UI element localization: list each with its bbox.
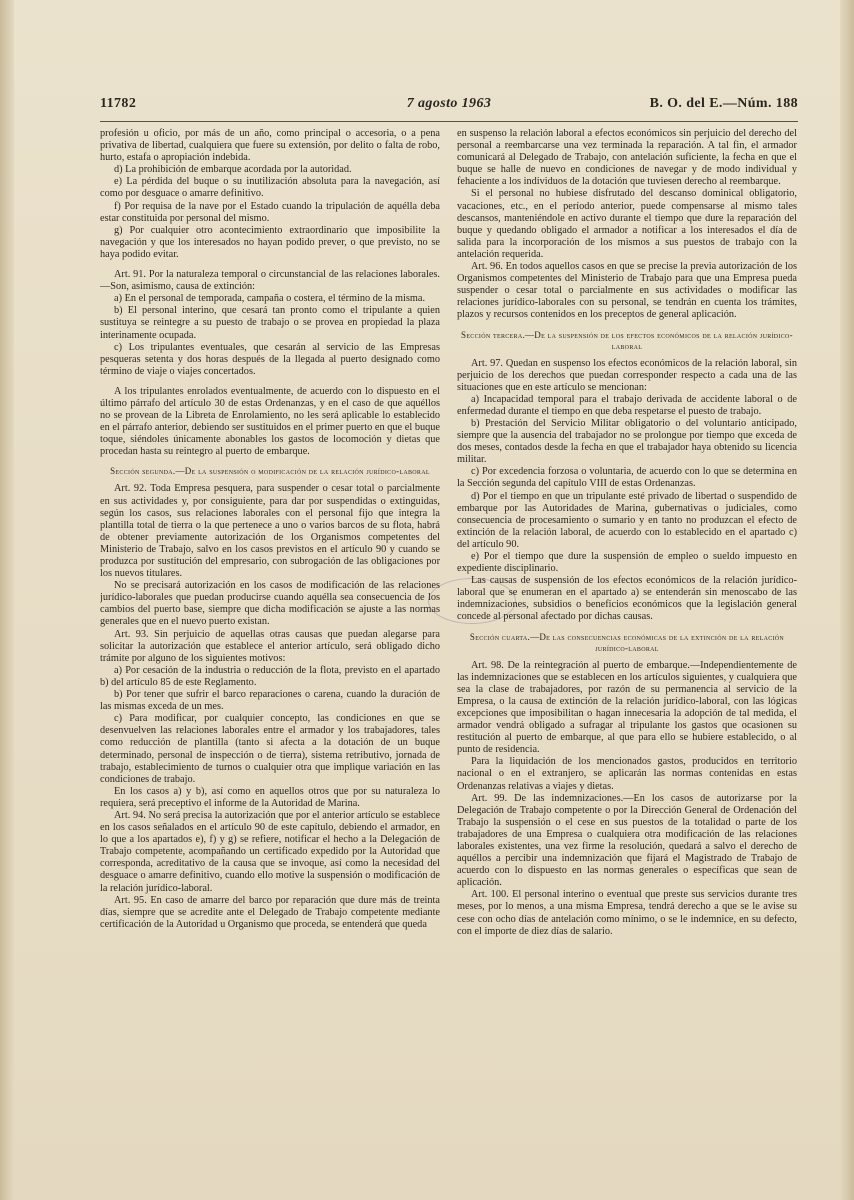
paragraph: a) Incapacidad temporal para el trabajo derivada de accidente laboral o de enfermedad durante el tiempo en que deba respetarse el puesto de trabajo. bbox=[457, 393, 797, 417]
paragraph: No se precisará autorización en los casos de modificación de las relaciones jurídico-laborales que puedan producirse cuando aquélla sea consecuencia de los cambios del puerto base, siempre que dicha modificación se ajuste a las normas generales que en el nuevo puerto existan. bbox=[100, 580, 440, 628]
article-95: Art. 95. En caso de amarre del barco por reparación que dure más de treinta días, siempre que se acredite ante el Delegado de Trabajo competente mediante certificación de la Autoridad u Organismo que proceda, se entenderá que queda bbox=[100, 894, 440, 930]
column-right bbox=[457, 128, 797, 1188]
section-heading-text: Sección cuarta.—De las consecuencias económicas de la extinción de la relación jurídico-laboral bbox=[469, 631, 785, 653]
paragraph: e) La pérdida del buque o su inutilización absoluta para la navegación, así como por desguace o amarre definitivo. bbox=[100, 176, 440, 200]
paragraph: b) Por tener que sufrir el barco reparaciones o carena, cuando la duración de las mismas exceda de un mes. bbox=[100, 689, 440, 713]
article-100: Art. 100. El personal interino o eventual que preste sus servicios durante tres meses, por lo menos, a una misma Empresa, tendrá derecho a que se le avise su cese con ocho días de antelación como mínimo, o se le indemnice, en su defecto, con el importe de diez días de salario. bbox=[457, 889, 797, 937]
paragraph: A los tripulantes enrolados eventualmente, de acuerdo con lo dispuesto en el último párrafo del artículo 30 de estas Ordenanzas, y en el caso de que aquéllos no se provean de la Libreta de Enrolamiento, no les será aplicable lo establecido en el párrafo anterior, debiendo ser sustituidos en el primer puerto en que el buque toque, siéndoles únicamente abonables los gastos de locomoción y dietas que procedan hasta su reintegro al puerto de embarque. bbox=[100, 385, 440, 458]
paragraph: c) Para modificar, por cualquier concepto, las condiciones en que se desenvuelven las relaciones laborales entre el armador y los trabajadores, tales como reducción de plantilla (tanto si afecta a la dotación de un buque determinado, personal de inspección o de tierra), sistema retributivo, jornada de trabajo, establecimiento de turnos o cualquier otra que implique variación en las condiciones de trabajo. bbox=[100, 713, 440, 785]
section-heading-text: Sección segunda.—De la suspensión o modificación de la relación jurídico-laboral bbox=[110, 466, 430, 477]
article-96: Art. 96. En todos aquellos casos en que se precise la previa autorización de los Organismos competentes del Ministerio de Trabajo para que una Empresa pueda suspender o cesar total o parcialmente en sus actividades o modificar las relaciones jurídico-laborales con su personal, se tendrán en cuenta los trámites, plazos y recursos contenidos en los preceptos de general aplicación. bbox=[457, 261, 797, 321]
section-heading bbox=[457, 330, 797, 352]
paragraph: e) Por el tiempo que dure la suspensión de empleo o sueldo impuesto en expediente disciplinario. bbox=[457, 551, 797, 575]
paragraph: c) Por excedencia forzosa o voluntaria, de acuerdo con lo que se determina en la Sección segunda del capítulo VIII de estas Ordenanzas. bbox=[457, 466, 797, 490]
paragraph: En los casos a) y b), así como en aquellos otros que por su naturaleza lo requiera, será preceptivo el informe de la Autoridad de Marina. bbox=[100, 785, 440, 809]
journal-issue: B. O. del E.—Núm. 188 bbox=[649, 96, 798, 111]
article-93: Art. 93. Sin perjuicio de aquellas otras causas que puedan alegarse para solicitar la autorización que establece el anterior artículo, será obligado dicho trámite por alguno de los siguientes motivos: bbox=[100, 628, 440, 664]
paragraph: g) Por cualquier otro acontecimiento extraordinario que imposibilite la navegación y que los interesados no hayan podido prever, o que previsto, no se haya podido evitar. bbox=[100, 224, 440, 260]
section-heading-text: Sección tercera.—De la suspensión de los efectos económicos de la relación jurídico-laboral bbox=[461, 329, 793, 351]
article-91: Art. 91. Por la naturaleza temporal o circunstancial de las relaciones laborales.—Son, asimismo, causa de extinción: bbox=[100, 269, 440, 293]
article-99: Art. 99. De las indemnizaciones.—En los casos de autorizarse por la Delegación de Trabajo competente o por la Dirección General de Ordenación del Trabajo la suspensión o el cese en sus puestos de la totalidad o parte de los trabajadores de una Empresa o cualquiera otra modificación de las relaciones laborales existentes, una vez firme la resolución, quedará a salvo el derecho de aquéllos a percibir una indemnización que fijará el Magistrado de Trabajo de acuerdo con lo dispuesto en las normas generales o específicas que sean de aplicación. bbox=[457, 792, 797, 889]
article-94: Art. 94. No será precisa la autorización que por el anterior artículo se establece en los casos señalados en el artículo 90 de este capítulo, debiendo el armador, en lo que a los apartados e), f) y g) se refiere, notificar el hecho a la Delegación de Trabajo competente, acompañando un certificado expedido por la Autoridad que corresponda, acreditativo de la causa que se invoque, así como la necesidad del desguace o amarre definitivo, cuando ello motive la suspensión o modificación de la relación jurídico-laboral. bbox=[100, 809, 440, 894]
header-rule bbox=[100, 121, 798, 122]
page-edge-right bbox=[840, 0, 854, 1200]
paragraph: Si el personal no hubiese disfrutado del descanso dominical obligatorio, vacaciones, etc., en el período anterior, puede compensarse al mismo tales descansos, manteniéndole en activo durante el tiempo que dure la reparación del buque y quedando obligado el armador a notificar a los interesados el día de salida para la incorporación de los mismos a sus puestos de trabajo con la antelación requerida. bbox=[457, 188, 797, 260]
paragraph: profesión u oficio, por más de un año, como principal o accesoria, o a pena privativa de libertad, cualquiera que fuere su extensión, por delito o falta de robo, hurto, estafa o apropiación indebida. bbox=[100, 128, 440, 164]
page-number: 11782 bbox=[100, 96, 137, 111]
column-left bbox=[100, 128, 440, 1188]
paragraph: d) La prohibición de embarque acordada por la autoridad. bbox=[114, 164, 352, 176]
paragraph: d) Por el tiempo en que un tripulante esté privado de libertad o suspendido de embarque por las Autoridades de Marina, gubernativas o judiciales, como consecuencia de procesamiento o sumario y en tanto no produzcan el efecto de extinción de la relación laboral, de acuerdo con lo establecido en el apartado c) del artículo 90. bbox=[457, 490, 797, 550]
article-92: Art. 92. Toda Empresa pesquera, para suspender o cesar total o parcialmente en sus actividades y, por consiguiente, para dar por suspendidas o extinguidas, según los casos, sus relaciones laborales con el personal fijo que integra la plantilla total de tierra o la que pertenece a uno o varios barcos de su flota, habrá de obtener previamente autorización de los Organismos competentes del Ministerio de Trabajo, salvo en los casos previstos en el artículo 90 y cuando se produzca por sustitución del empresario, con subrogación de las obligaciones por los nuevos titulares. bbox=[100, 483, 440, 580]
page-header bbox=[100, 96, 798, 118]
paragraph: Para la liquidación de los mencionados gastos, producidos en territorio nacional o en el extranjero, se aplicarán las normas contenidas en estas Ordenanzas relativas a viajes y dietas. bbox=[457, 756, 797, 792]
paragraph: a) Por cesación de la industria o reducción de la flota, previsto en el apartado b) del artículo 85 de este Reglamento. bbox=[100, 664, 440, 688]
issue-date: 7 agosto 1963 bbox=[406, 96, 492, 111]
paragraph: c) Los tripulantes eventuales, que cesarán al servicio de las Empresas pesqueras setenta y dos horas después de la llegada al puerto designado como término de viaje o viajes concertados. bbox=[100, 341, 440, 377]
paragraph: a) En el personal de temporada, campaña o costera, el término de la misma. bbox=[114, 293, 426, 305]
article-98: Art. 98. De la reintegración al puerto de embarque.—Independientemente de las indemnizaciones que se establecen en los artículos siguientes, y cualquiera que sea la clase de trabajadores, por razón de su permanencia al servicio de la Empresa, o la causa de extinción de la relación jurídico-laboral, con las lógicas excepciones que imposibilitan o hagan innecesaria la adopción de tal medida, el armador vendrá obligado a sufragar al tripulante los gastos que ocasionen su restitución al puerto de embarque, al que para ello se hubiere establecido, o al punto de residencia. bbox=[457, 659, 797, 756]
paragraph: Las causas de suspensión de los efectos económicos de la relación jurídico-laboral que se enumeran en el apartado a) se entenderán sin menoscabo de las indemnizaciones, subsidios o beneficios económicos que la legislación general concede al personal afectado por dichas causas. bbox=[457, 575, 797, 623]
paragraph: en suspenso la relación laboral a efectos económicos sin perjuicio del derecho del personal a reembarcarse una vez terminada la reparación. A tal fin, el armador comunicará al Delegado de Trabajo, con antelación suficiente, la fecha en que el buque se halle de nuevo en condiciones de navegar y de modo individual y fehaciente a los individuos de la dotación que tuviesen derecho al reembarque. bbox=[457, 128, 797, 188]
page-edge-left bbox=[0, 0, 14, 1200]
paragraph: b) Prestación del Servicio Militar obligatorio o del voluntario anticipado, siempre que la ausencia del trabajador no se prolongue por tiempo que exceda de dos meses, contados desde la fecha en que el trabajador haya obtenido su licencia militar. bbox=[457, 417, 797, 466]
section-heading bbox=[100, 466, 440, 477]
paragraph: f) Por requisa de la nave por el Estado cuando la tripulación de aquélla deba estar constituida por personal del mismo. bbox=[100, 200, 440, 224]
article-97: Art. 97. Quedan en suspenso los efectos económicos de la relación laboral, sin perjuicio de los derechos que puedan corresponder respecto a cada una de las situaciones que en este artículo se mencionan: bbox=[457, 357, 797, 393]
paragraph: b) El personal interino, que cesará tan pronto como el tripulante a quien sustituya se reintegre a su puesto de trabajo o se provea en propiedad la plaza interinamente ocupada. bbox=[100, 305, 440, 341]
section-heading bbox=[457, 632, 797, 654]
